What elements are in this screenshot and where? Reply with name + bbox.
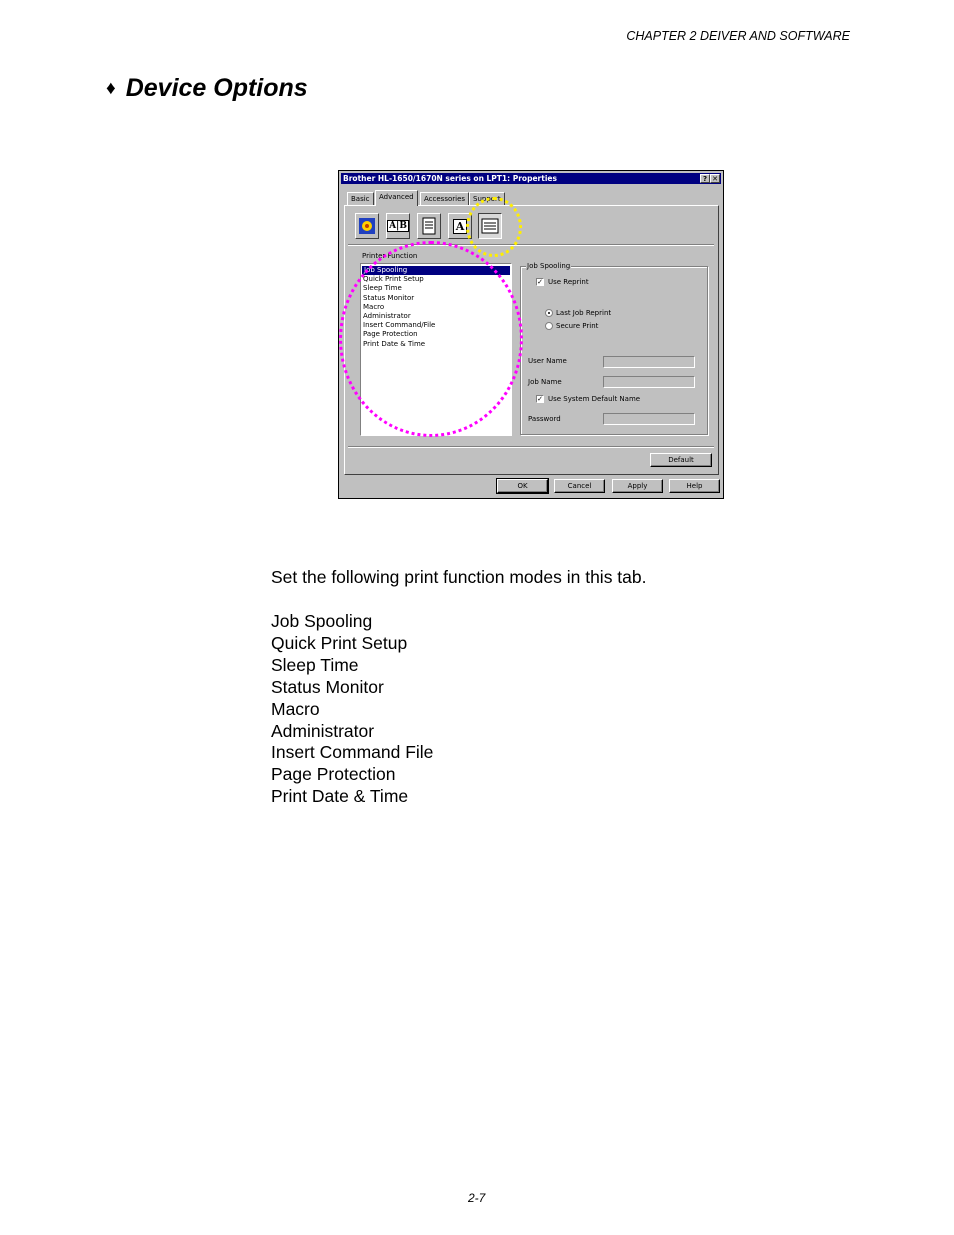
list-item[interactable]: Page Protection: [363, 330, 418, 339]
font-icon[interactable]: A|B: [386, 213, 410, 239]
tab-advanced[interactable]: Advanced: [375, 190, 418, 206]
printer-function-label: Printer Function: [362, 252, 418, 260]
list-item: Administrator: [271, 720, 375, 741]
help-button[interactable]: Help: [669, 479, 720, 493]
list-item[interactable]: Sleep Time: [363, 284, 402, 293]
password-label: Password: [528, 415, 561, 423]
list-item[interactable]: Macro: [363, 302, 385, 311]
list-item: Job Spooling: [271, 611, 373, 631]
device-options-icon[interactable]: [478, 213, 502, 239]
close-title-button[interactable]: ✕: [710, 174, 720, 183]
page-setup-icon[interactable]: [417, 213, 441, 239]
properties-dialog: [338, 170, 724, 499]
password-field[interactable]: [603, 413, 695, 425]
tab-basic[interactable]: Basic: [347, 192, 374, 205]
section-title: [106, 74, 308, 103]
list-item: Sleep Time: [271, 654, 359, 675]
user-name-field[interactable]: [603, 356, 695, 368]
user-name-label: User Name: [528, 357, 567, 365]
paper-quality-icon[interactable]: [355, 213, 379, 239]
tab-accessories[interactable]: Accessories: [420, 192, 469, 205]
default-button[interactable]: Default: [650, 453, 712, 467]
list-item[interactable]: Quick Print Setup: [363, 275, 424, 284]
job-name-field[interactable]: [603, 376, 695, 388]
list-item: Print Date & Time: [271, 786, 409, 807]
list-item[interactable]: Job Spooling: [362, 266, 510, 275]
list-item: Insert Command File: [271, 742, 434, 763]
job-spooling-title: Job Spooling: [527, 262, 571, 270]
watermark-icon[interactable]: A: [448, 213, 472, 239]
last-job-reprint-label: Last Job Reprint: [556, 309, 612, 317]
dialog-titlebar: [341, 173, 721, 184]
panel-separator: [348, 446, 714, 448]
job-name-label: Job Name: [528, 378, 562, 386]
job-spooling-group: [520, 262, 708, 435]
use-system-default-name-label: Use System Default Name: [548, 395, 641, 403]
ok-button[interactable]: OK: [497, 479, 548, 493]
page-number: 2-7: [468, 1191, 486, 1205]
list-item: Page Protection: [271, 764, 396, 785]
cancel-button[interactable]: Cancel: [554, 479, 605, 493]
function-list: [271, 611, 433, 808]
section-title-text: Device Options: [125, 74, 308, 102]
diamond-bullet-icon: ♦: [106, 78, 116, 99]
secure-print-label: Secure Print: [556, 322, 599, 330]
dialog-title: Brother HL-1650/1670N series on LPT1: Properties: [343, 174, 557, 183]
use-system-default-name-checkbox[interactable]: ✓: [537, 395, 543, 403]
chapter-header: CHAPTER 2 DEIVER AND SOFTWARE: [626, 29, 850, 43]
list-item: Macro: [271, 698, 320, 719]
list-item[interactable]: Administrator: [363, 311, 411, 320]
use-reprint-checkbox[interactable]: ✓: [537, 278, 543, 286]
list-item: Status Monitor: [271, 676, 384, 697]
secure-print-radio[interactable]: [545, 322, 553, 330]
list-item[interactable]: Print Date & Time: [363, 339, 426, 348]
help-title-button[interactable]: ?: [700, 174, 710, 183]
use-reprint-label: Use Reprint: [548, 278, 589, 286]
tab-support[interactable]: Support: [469, 192, 505, 205]
list-item[interactable]: Status Monitor: [363, 293, 415, 302]
toolbar-separator: [348, 244, 714, 246]
printer-function-list[interactable]: [360, 263, 512, 436]
intro-text: Set the following print function modes in this tab.: [271, 567, 647, 587]
apply-button[interactable]: Apply: [612, 479, 663, 493]
list-item: Quick Print Setup: [271, 632, 408, 653]
last-job-reprint-radio[interactable]: [545, 309, 553, 317]
list-item[interactable]: Insert Command/File: [363, 321, 436, 330]
